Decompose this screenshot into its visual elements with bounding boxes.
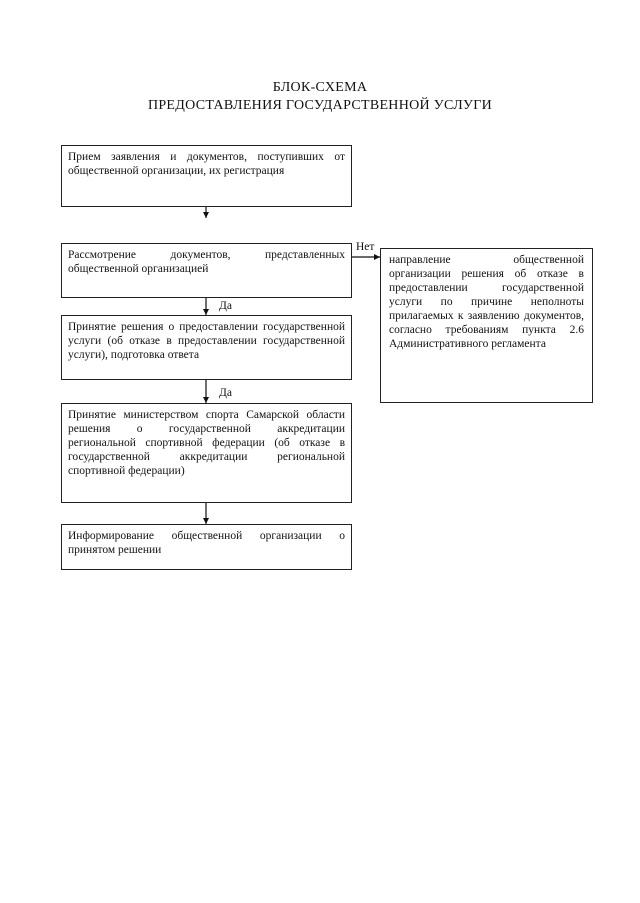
flowchart-title: БЛОК-СХЕМА — [272, 80, 368, 95]
no-label: Нет — [356, 241, 375, 253]
step-decision-box: Принятие решения о предоставлении государственной услуги (об отказе в предоставлении государственной услуги), подготовка ответа — [61, 315, 352, 380]
step-reception-box: Прием заявления и документов, поступивших от общественной организации, их регистрация — [61, 145, 352, 207]
step-review-box: Рассмотрение документов, представленных общественной организацией — [61, 243, 352, 298]
refusal-box: направление общественной организации решения об отказе в предоставлении государственной услуги по причине неполноты прилагаемых к заявлению документов, согласно требованиям пункта 2.6 Административного регламента — [380, 248, 593, 403]
step-accreditation-box: Принятие министерством спорта Самарской области решения о государственной аккредитации региональной спортивной федерации (об отказе в государственной аккредитации региональной спортивной федерации) — [61, 403, 352, 503]
step-notification-box: Информирование общественной организации о принятом решении — [61, 524, 352, 570]
yes-label-2: Да — [219, 387, 232, 399]
flowchart-subtitle: ПРЕДОСТАВЛЕНИЯ ГОСУДАРСТВЕННОЙ УСЛУГИ — [147, 98, 493, 113]
yes-label-1: Да — [219, 300, 232, 312]
